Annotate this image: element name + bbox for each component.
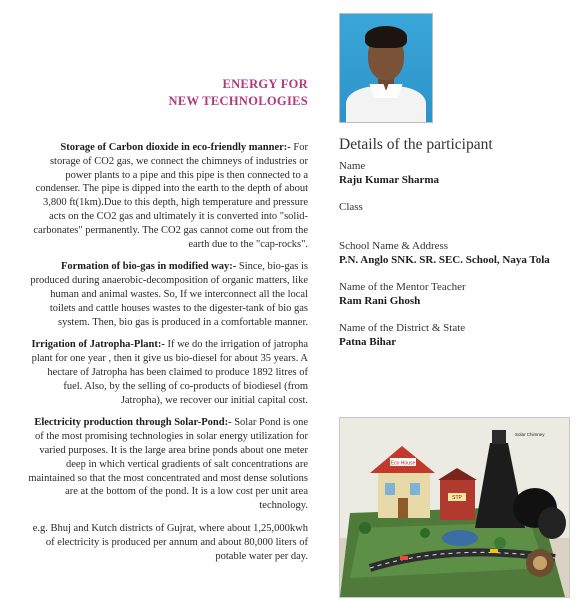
section-text: Solar Pond is one of the most promising technologies in solar energy utilization for varied purposes. It is the large area brine ponds about one meter deep in which vertical gradients of salt concentrations are maintained so that the most concentrated and most dense solutions are at the bottom of the pond. It is a low cost per unit area technology. [28,417,308,512]
participant-photo [339,13,433,123]
page-heading [169,76,308,110]
class-label: Class [339,201,363,213]
model-label-eco-house: Eco House [390,460,416,467]
closing-paragraph: e.g. Bhuj and Kutch districts of Gujrat, where about 1,25,000kwh of electricity is produced per annum and about 80,000 liters of potable water per day. [32,522,308,562]
model-label-stp: STP [452,495,462,501]
class-group [339,201,579,214]
section-solar-pond [28,416,308,513]
district-value: Patna Bihar [339,336,397,348]
section-text: For storage of CO2 gas, we connect the chimneys of industries or power plants to a pipe and this pipe is then connected to a condenser. The pipe is dipped into the earth to the depth of about 3,800 ft(1km).Due to this depth, high temperature and pressure acts on the CO2 gas and ultimately it is converted into "solid-carbonates" permanently. The CO2 gas cannot come out from the earth due to the "cap-rocks". [33,142,308,250]
mentor-label: Name of the Mentor Teacher [339,281,466,293]
school-value: P.N. Anglo SNK. SR. SEC. School, Naya Tola [339,254,550,266]
model-illustration [340,418,569,597]
district-label: Name of the District & State [339,322,466,334]
name-group [339,160,579,187]
heading-line-1: ENERGY FOR [222,77,308,91]
mentor-group [339,281,579,308]
section-title: Electricity production through Solar-Pond:- [34,417,232,429]
name-label: Name [339,160,366,172]
section-carbon-storage [28,141,308,251]
section-text: If we do the irrigation of jatropha plant for one year , then it give us bio-diesel for about 35 years. A hectare of Jatropha has been claimed to produce 1892 litres of fuel. Also, by the selling of co-products of biodiesel (from Jatropha), we recover our initial capital cost. [31,339,308,406]
school-group [339,240,579,267]
section-title: Irrigation of Jatropha-Plant:- [31,339,165,351]
project-model-photo [339,417,570,598]
mentor-value: Ram Rani Ghosh [339,295,421,307]
section-text: Since, bio-gas is produced during anaerobic-decomposition of organic matters, like human and animal wastes. So, If we interconnect all the local toilets and cattle houses wastes to the digester-tank of bio gas system. Then, bio gas is produced in a comfortable manner. [30,261,308,328]
heading-line-2: NEW TECHNOLOGIES [168,94,308,108]
section-title: Formation of bio-gas in modified way:- [60,261,237,273]
section-title: Storage of Carbon dioxide in eco-friendly manner:- [60,142,291,153]
school-label: School Name & Address [339,240,449,252]
details-title: Details of the participant [339,136,493,153]
article-body [28,141,308,572]
name-value: Raju Kumar Sharma [339,174,440,186]
participant-details [339,136,579,363]
section-biogas [28,260,308,329]
section-jatropha [28,338,308,407]
district-group [339,322,579,349]
model-label-solar-chimney: Solar Chimney [515,432,545,437]
